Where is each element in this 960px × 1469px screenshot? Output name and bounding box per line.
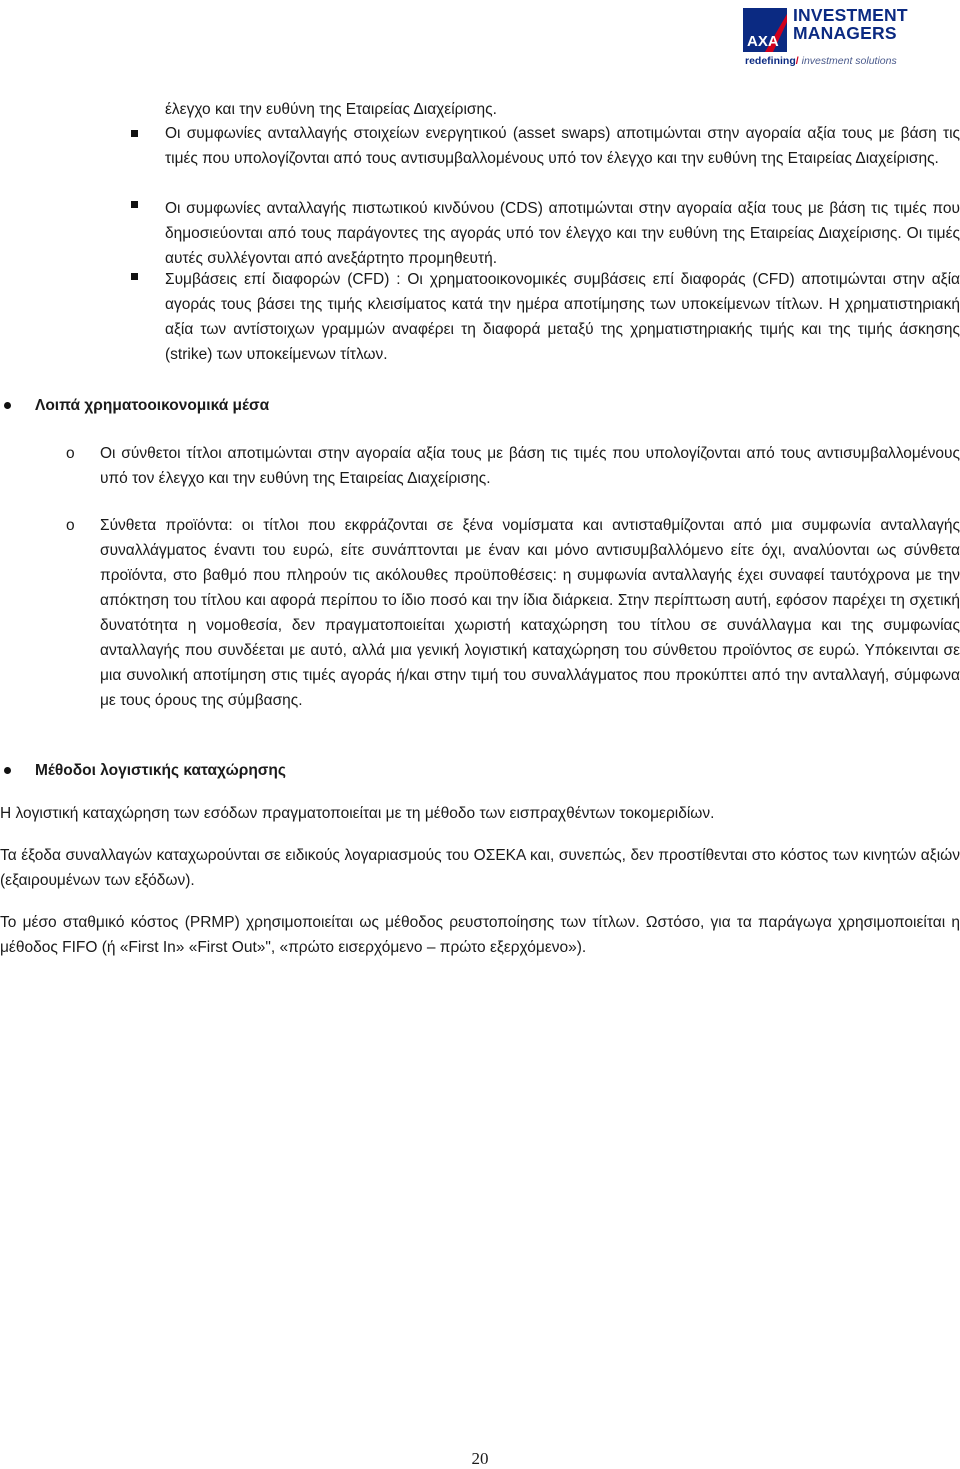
logo-title: INVESTMENT MANAGERS <box>793 5 908 43</box>
axa-im-logo <box>743 5 933 70</box>
square-bullet-icon <box>131 130 138 137</box>
section-heading-other-instruments: Λοιπά χρηματοοικονομικά μέσα <box>35 397 270 414</box>
paragraph-transaction-costs: Τα έξοδα συναλλαγών καταχωρούνται σε ειδικούς λογαριασμούς του ΟΣΕΚΑ και, συνεπώς, δεν προστίθενται στο κόστος των κινητών αξιών (εξαιρουμένων των εξόδων). <box>0 847 960 889</box>
paragraph-income-recognition: Η λογιστική καταχώρηση των εσόδων πραγματοποιείται με τη μέθοδο των εισπραχθέντων τοκομεριδίων. <box>0 805 715 822</box>
section-bullet-icon <box>4 767 11 774</box>
circle-bullet-icon: o <box>66 517 75 534</box>
axa-logo-mark <box>743 8 787 52</box>
item-structured-securities: Οι σύνθετοι τίτλοι αποτιμώνται στην αγοραία αξία τους με βάση τις τιμές που υπολογίζονται από τους αντισυμβαλλομένους υπό τον έλεγχο και την ευθύνη της Εταιρείας Διαχείρισης. <box>100 445 960 487</box>
square-bullet-icon <box>131 273 138 280</box>
page-number: 20 <box>471 1449 489 1468</box>
bullet-cfd: Συμβάσεις επί διαφορών (CFD) : Οι χρηματοοικονομικές συμβάσεις επί διαφοράς (CFD) αποτιμώνται στην αξία αγοράς τους βάσει της τιμής κλεισίματος κατά την ημέρα αποτίμησης των υποκείμενων τίτλων. Η χρηματιστηριακή αξία των αντίστοιχων γραμμών αναφέρει τη διαφορά μεταξύ της χρηματιστηριακής τιμής και της τιμής άσκησης (strike) των υποκείμενων τίτλων. <box>165 271 960 363</box>
logo-tagline: redefining/ investment solutions <box>745 55 897 67</box>
square-bullet-icon <box>131 201 138 208</box>
svg-text:AXA: AXA <box>747 33 779 50</box>
bullet-asset-swaps: Οι συμφωνίες ανταλλαγής στοιχείων ενεργητικού (asset swaps) αποτιμώνται στην αγοραία αξία τους με βάση τις τιμές που υπολογίζονται από τους αντισυμβαλλομένους υπό τον έλεγχο και την ευθύνη της Εταιρείας Διαχείρισης. <box>165 125 960 167</box>
paragraph-prmp-fifo: Το μέσο σταθμικό κόστος (PRMP) χρησιμοποιείται ως μέθοδος ρευστοποίησης των τίτλων. Ωστόσο, για τα παράγωγα χρησιμοποιείται η μέθοδος FIFO (ή «First In» «First Out»", «πρώτο εισερχόμενο – πρώτο εξερχόμενο»). <box>0 914 960 956</box>
continuation-text: έλεγχο και την ευθύνη της Εταιρείας Διαχείρισης. <box>165 101 497 118</box>
circle-bullet-icon: o <box>66 445 75 462</box>
bullet-cds: Οι συμφωνίες ανταλλαγής πιστωτικού κινδύνου (CDS) αποτιμώνται στην αγοραία αξία τους με βάση τις τιμές που δημοσιεύονται από τους παράγοντες της αγοράς υπό τον έλεγχο και την ευθύνη της Εταιρείας Διαχείρισης. Οι τιμές αυτές συλλέγονται από ανεξάρτητο προμηθευτή. <box>165 200 960 267</box>
section-heading-accounting-methods: Μέθοδοι λογιστικής καταχώρησης <box>35 762 286 779</box>
section-bullet-icon <box>4 402 11 409</box>
item-structured-products: Σύνθετα προϊόντα: οι τίτλοι που εκφράζονται σε ξένα νομίσματα και αντισταθμίζονται από μια συμφωνία ανταλλαγής συναλλάγματος έναντι του ευρώ, είτε συνάπτονται με έναν και μόνο αντισυμβαλλόμενο είτε όχι, αναλύονται ως σύνθετα προϊόντα, στο βαθμό που πληρούν τις ακόλουθες προϋποθέσεις: η συμφωνία ανταλλαγής έχει συναφεί ταυτόχρονα με την απόκτηση του τίτλου και αφορά περίπου το ίδιο ποσό και την ίδια διάρκεια. Στην περίπτωση αυτή, εφόσον παρέχει τη σχετική δυνατότητα η νομοθεσία, δεν πραγματοποιείται χωριστή καταχώρηση του τίτλου σε συνάλλαγμα και της συμφωνίας ανταλλαγής που συνδέεται με αυτό, αλλά μια γενική λογιστική καταχώρηση του σύνθετου προϊόντος σε ευρώ. Υπόκεινται σε μια συνολική αποτίμηση στις τιμές αγοράς ή/και στην τιμή του συναλλάγματος που προκύπτει από την ανταλλαγή, σύμφωνα με τους όρους της σύμβασης. <box>100 517 960 709</box>
